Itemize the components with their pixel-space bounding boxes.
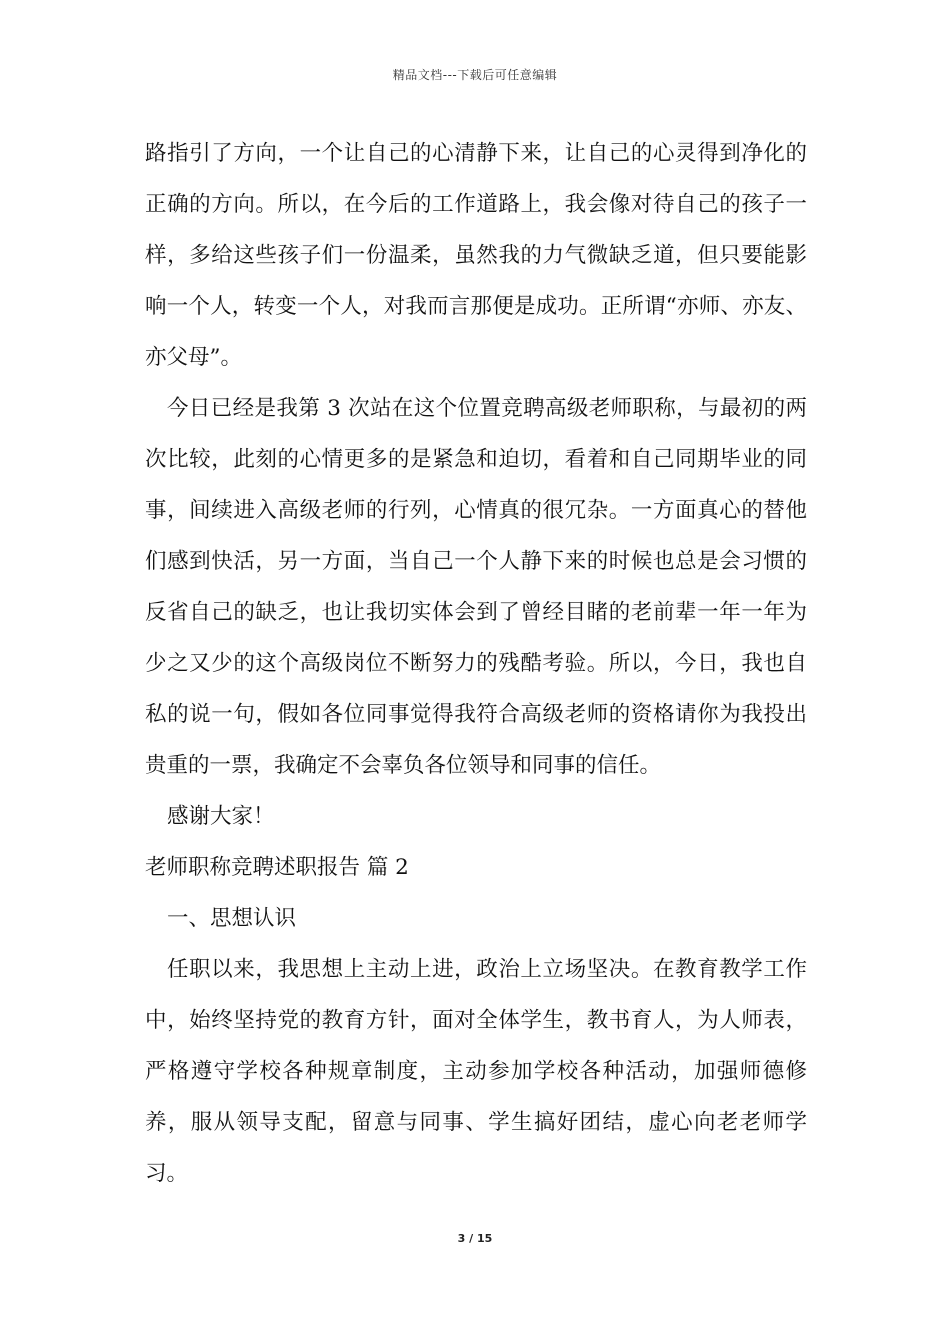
paragraph-thanks: 感谢大家！ [167, 804, 275, 829]
subsection-heading: 一、思想认识 [167, 906, 297, 931]
section-title: 老师职称竞聘述职报告 篇 2 [145, 855, 409, 880]
page-number: 3 / 15 [457, 1232, 493, 1245]
page-header: 精品文档---下载后可任意编辑 [392, 68, 558, 82]
document-body [145, 128, 807, 1199]
paragraph-candidacy: 今日已经是我第 3 次站在这个位置竞聘高级老师职称，与最初的两次比较，此刻的心情更多的是紧急和迫切，看着和自己同期毕业的同事，间续进入高级老师的行列，心情真的很冗杂。一方面真心的替他们感到快活，另一方面，当自己一个人静下来的时候也总是会习惯的反省自己的缺乏，也让我切实体会到了曾经目睹的老前辈一年一年为少之又少的这个高级岗位不断努力的残酷考验。所以，今日，我也自私的说一句，假如各位同事觉得我符合高级老师的资格请你为我投出贵重的一票，我确定不会辜负各位领导和同事的信任。 [145, 396, 807, 778]
paragraph-ideology: 任职以来，我思想上主动上进，政治上立场坚决。在教育教学工作中，始终坚持党的教育方针，面对全体学生，教书育人，为人师表，严格遵守学校各种规章制度，主动参加学校各种活动，加强师德修养，服从领导支配，留意与同事、学生搞好团结，虚心向老老师学习。 [145, 957, 807, 1186]
paragraph-continuation: 路指引了方向，一个让自己的心清静下来，让自己的心灵得到净化的正确的方向。所以，在今后的工作道路上，我会像对待自己的孩子一样，多给这些孩子们一份温柔，虽然我的力气微缺乏道，但只要能影响一个人，转变一个人，对我而言那便是成功。正所谓“亦师、亦友、亦父母”。 [145, 141, 807, 370]
